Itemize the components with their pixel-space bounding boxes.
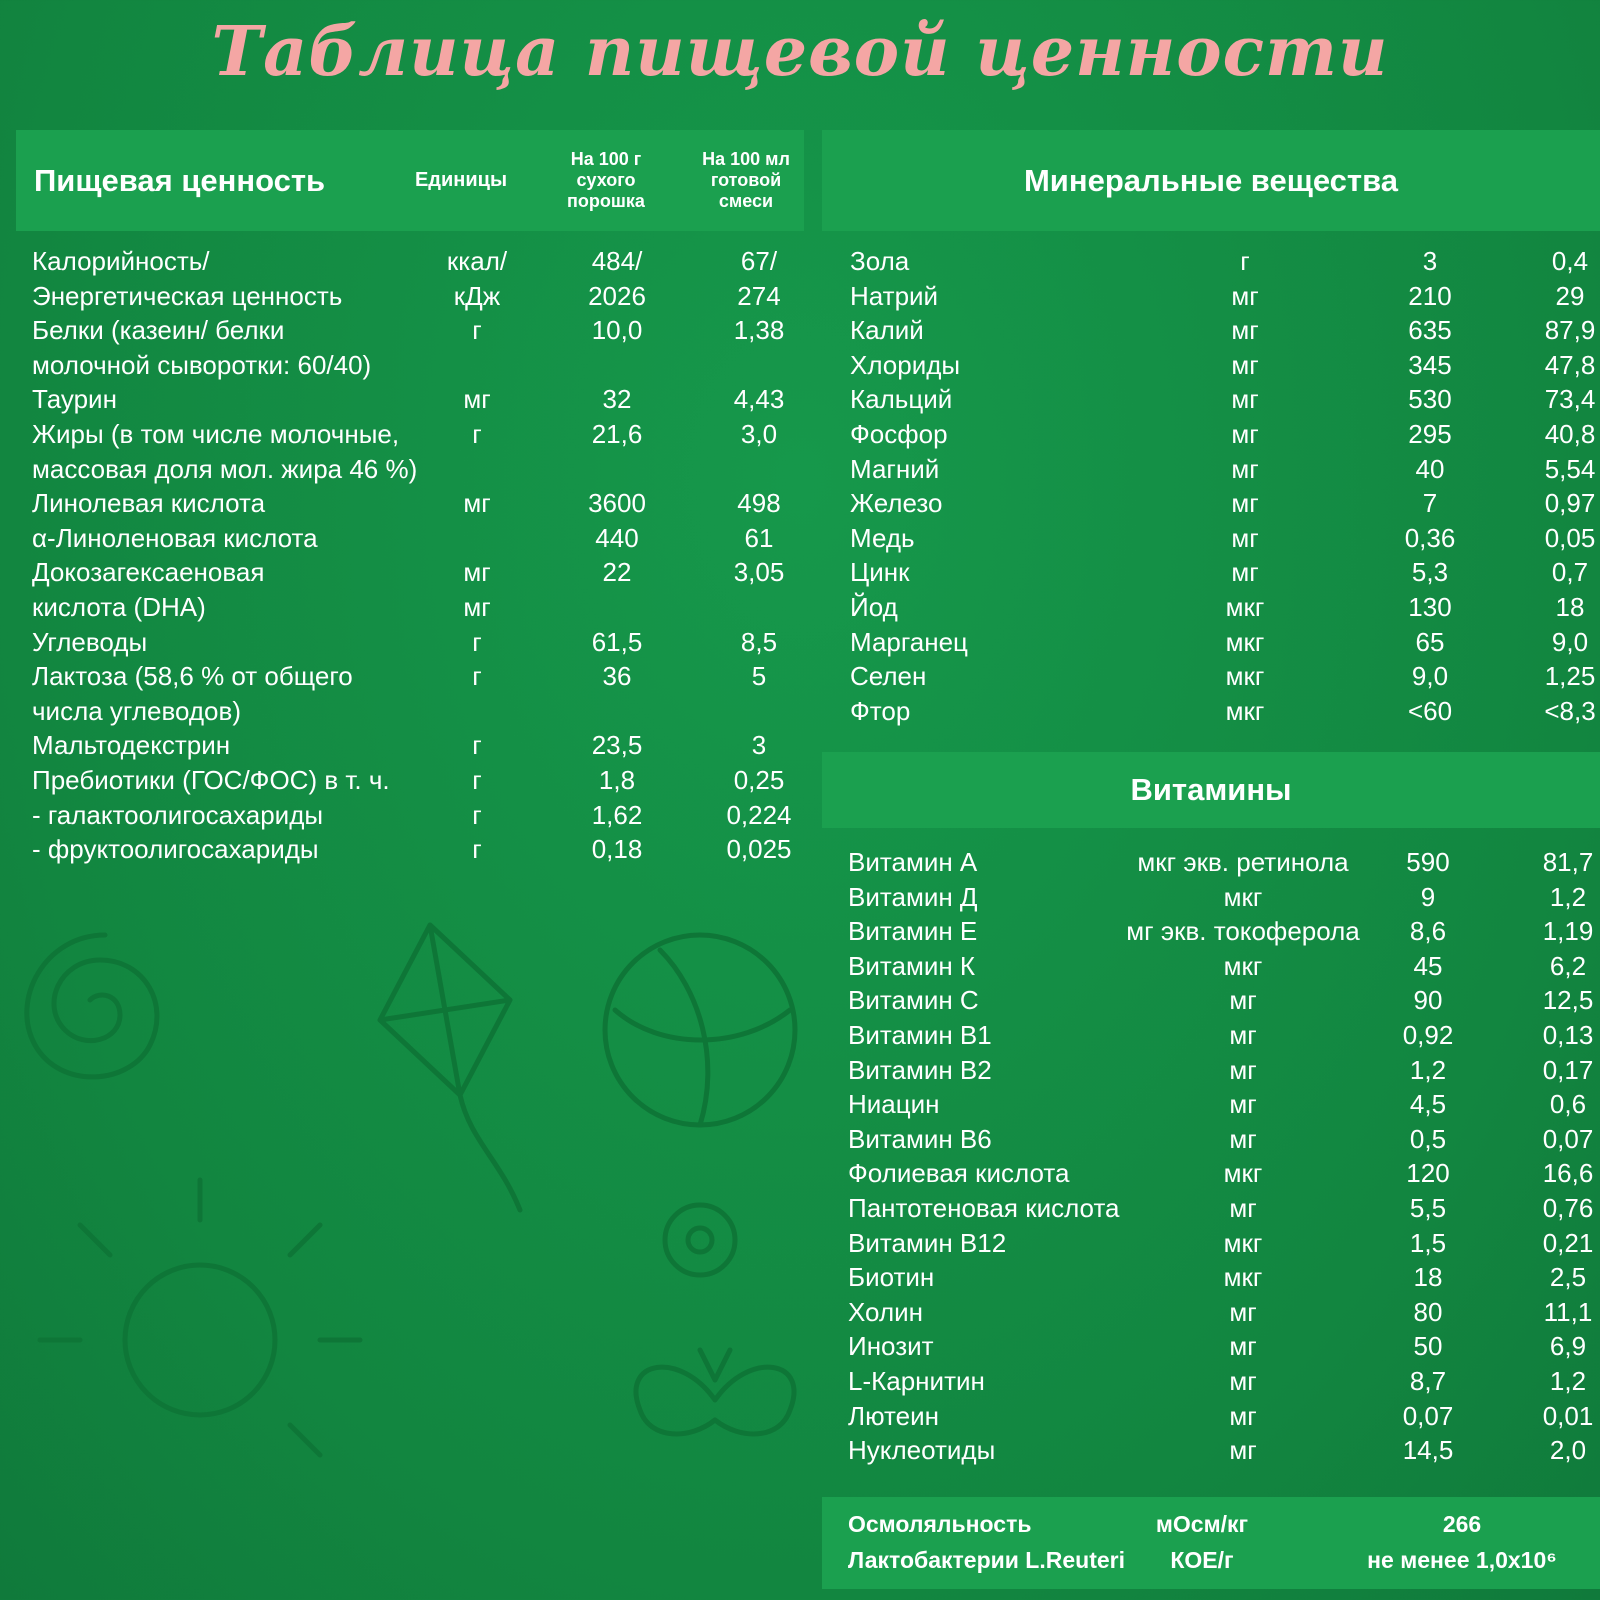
row-name: Йод	[850, 592, 898, 622]
table-row	[32, 625, 822, 660]
row-value-ready: 8,5	[740, 626, 778, 657]
row-name: Докозагексаеновая	[32, 557, 265, 588]
table-row	[32, 279, 822, 314]
row-unit: кДж	[453, 280, 501, 311]
row-name: Пантотеновая кислота	[848, 1193, 1120, 1223]
row-unit: мг	[1231, 453, 1259, 484]
row-value-dry: 90	[1413, 985, 1443, 1016]
row-name: Холин	[848, 1296, 923, 1327]
spiral-doodle-icon	[27, 935, 157, 1077]
row-name: Магний	[850, 453, 940, 484]
table-row	[32, 590, 822, 625]
row-value-dry: 18	[1413, 1262, 1443, 1293]
row-unit: мг	[1229, 985, 1257, 1016]
nutrition-header-col1: На 100 г сухого порошка	[567, 149, 645, 211]
row-value-ready: 67/	[740, 246, 778, 276]
footer-name: Лактобактерии L.Reuteri	[848, 1547, 1125, 1573]
row-value-ready: 0,21	[1542, 1227, 1594, 1258]
row-value-dry: 0,18	[591, 834, 643, 865]
row-value-ready: 0,13	[1542, 1020, 1594, 1050]
nutrition-header	[16, 130, 804, 231]
table-row	[32, 348, 822, 383]
row-value-dry: 5,5	[1409, 1193, 1447, 1223]
row-name: Фтор	[850, 695, 911, 726]
row-value-dry: 0,5	[1409, 1123, 1447, 1154]
table-row	[850, 452, 1600, 487]
row-value-ready: 0,224	[726, 799, 792, 830]
row-value-ready: 0,01	[1542, 1400, 1594, 1431]
row-value-ready: 1,2	[1549, 881, 1587, 912]
table-row	[32, 244, 822, 279]
row-value-dry: 0,36	[1404, 522, 1456, 553]
table-row	[32, 452, 822, 487]
row-name: Хлориды	[850, 349, 961, 380]
row-value-dry: 7	[1422, 488, 1438, 519]
row-name: Лактоза (58,6 % от общего	[32, 661, 353, 692]
row-value-ready: 3,0	[740, 419, 778, 449]
row-value-ready: 4,43	[733, 384, 785, 415]
row-value-dry: 0,92	[1402, 1020, 1454, 1050]
row-value-dry: 80	[1413, 1296, 1443, 1327]
row-value-dry: 345	[1408, 349, 1452, 380]
row-value-dry: 9	[1420, 881, 1436, 912]
row-name: Фолиевая кислота	[848, 1158, 1070, 1189]
row-name: Нуклеотиды	[848, 1435, 996, 1466]
row-value-ready: 1,38	[733, 315, 785, 346]
row-value-dry: 635	[1408, 315, 1452, 346]
row-value-ready: 0,4	[1551, 246, 1589, 276]
row-value-ready: 9,0	[1551, 626, 1589, 657]
footer-row	[822, 1543, 1600, 1578]
row-unit: мг	[1231, 419, 1259, 449]
nutrition-header-col2: На 100 мл готовой смеси	[702, 149, 790, 211]
row-value-dry: 1,8	[598, 765, 636, 795]
row-unit: мг экв. токоферола	[1126, 916, 1360, 947]
table-row	[32, 832, 822, 867]
row-name: - фруктоолигосахариды	[32, 834, 319, 865]
row-value-dry: 14,5	[1402, 1435, 1454, 1466]
row-name: Калорийность/	[32, 246, 210, 276]
footer-value: 266	[1442, 1511, 1482, 1537]
row-value-ready: 6,9	[1549, 1331, 1587, 1362]
row-unit: мг	[1231, 488, 1259, 519]
row-unit: г	[472, 730, 482, 761]
row-unit: мкг	[1223, 1227, 1263, 1258]
row-name: α-Линоленовая кислота	[32, 522, 318, 553]
table-row	[850, 244, 1600, 279]
row-value-ready: 0,17	[1542, 1054, 1594, 1085]
row-name: Витамин Д	[848, 881, 978, 912]
minerals-header	[822, 130, 1600, 231]
row-value-ready: 1,19	[1542, 916, 1594, 947]
row-value-dry: 1,5	[1409, 1227, 1447, 1258]
row-value-ready: 11,1	[1543, 1296, 1593, 1327]
row-name: Энергетическая ценность	[32, 280, 343, 311]
row-value-ready: 5	[751, 661, 767, 692]
table-row	[32, 763, 822, 798]
row-value-dry: 590	[1406, 847, 1450, 877]
row-unit: мг	[1229, 1054, 1257, 1085]
table-row	[850, 417, 1600, 452]
row-value-dry: 10,0	[591, 315, 643, 346]
table-row	[32, 555, 822, 590]
row-value-ready: 6,2	[1549, 950, 1587, 981]
row-value-dry: 210	[1408, 280, 1452, 311]
nutrition-table	[32, 244, 822, 884]
row-unit: мг	[1231, 315, 1259, 346]
row-name: Витамин А	[848, 847, 978, 877]
row-value-ready: 0,025	[726, 834, 792, 865]
table-row	[850, 625, 1600, 660]
row-value-dry: 8,6	[1409, 916, 1447, 947]
row-unit: мкг	[1223, 881, 1263, 912]
table-row	[32, 521, 822, 556]
row-unit: мкг	[1225, 592, 1265, 622]
row-value-ready: 0,25	[733, 765, 785, 795]
row-name: Витамин В12	[848, 1227, 1007, 1258]
row-unit: мкг	[1225, 661, 1265, 692]
minerals-table	[850, 244, 1600, 744]
row-value-dry: 3600	[588, 488, 646, 519]
row-unit: мг	[1229, 1366, 1257, 1396]
row-name: Калий	[850, 315, 924, 346]
table-row	[848, 914, 1600, 949]
row-name: Витамин С	[848, 985, 979, 1016]
table-row	[32, 382, 822, 417]
row-name: Инозит	[848, 1331, 934, 1362]
row-unit: мг	[1229, 1193, 1257, 1223]
row-value-dry: <60	[1407, 695, 1453, 726]
row-value-ready: 1,2	[1549, 1366, 1587, 1396]
row-name: Мальтодекстрин	[32, 730, 231, 761]
row-value-ready: 0,6	[1549, 1089, 1587, 1120]
row-value-dry: 65	[1415, 626, 1445, 657]
row-unit: мг	[463, 384, 491, 415]
row-name: Зола	[850, 246, 910, 276]
row-value-ready: 5,54	[1544, 453, 1596, 484]
table-row	[850, 279, 1600, 314]
row-value-dry: 21,6	[591, 419, 643, 449]
row-unit: мг	[463, 488, 491, 519]
row-unit: мг	[1229, 1123, 1257, 1154]
vitamins-header	[822, 752, 1600, 828]
row-value-ready: 29	[1555, 280, 1585, 311]
table-row	[850, 313, 1600, 348]
row-unit: мкг	[1223, 1158, 1263, 1189]
row-name: Кальций	[850, 384, 953, 415]
row-unit: г	[472, 661, 482, 692]
row-value-ready: 0,97	[1544, 488, 1596, 519]
row-name: Цинк	[850, 557, 910, 588]
flower-doodle-icon	[665, 1205, 735, 1275]
row-unit: мкг	[1223, 950, 1263, 981]
row-value-dry: 0,07	[1402, 1400, 1454, 1431]
row-name: молочной сыворотки: 60/40)	[32, 349, 372, 380]
table-row	[850, 659, 1600, 694]
table-row	[32, 728, 822, 763]
table-row	[848, 983, 1600, 1018]
row-name: Пребиотики (ГОС/ФОС) в т. ч.	[32, 765, 390, 795]
row-value-ready: 0,05	[1544, 522, 1596, 553]
row-value-ready: 3,05	[733, 557, 785, 588]
row-value-ready: 40,8	[1544, 419, 1596, 449]
table-row	[850, 486, 1600, 521]
table-row	[850, 382, 1600, 417]
table-row	[850, 521, 1600, 556]
table-row	[848, 1018, 1600, 1053]
table-row	[848, 1364, 1600, 1399]
row-value-ready: 0,7	[1551, 557, 1589, 588]
row-value-dry: 1,2	[1409, 1054, 1447, 1085]
row-unit: г	[472, 799, 482, 830]
table-row	[848, 1226, 1600, 1261]
row-name: Витамин В1	[848, 1020, 992, 1050]
row-value-dry: 130	[1408, 592, 1452, 622]
kite-doodle-icon	[380, 925, 520, 1210]
row-unit: мг	[1231, 384, 1259, 415]
row-value-ready: 61	[744, 522, 774, 553]
footer-value: не менее 1,0x10⁶	[1367, 1547, 1557, 1573]
row-unit: мг	[1229, 1296, 1257, 1327]
table-row	[848, 1053, 1600, 1088]
row-unit: г	[472, 315, 482, 346]
row-value-dry: 8,7	[1409, 1366, 1447, 1396]
table-row	[848, 1295, 1600, 1330]
row-value-dry: 22	[602, 557, 632, 588]
row-name: Витамин К	[848, 950, 976, 981]
row-unit: г	[472, 765, 482, 795]
row-name: Витамин Е	[848, 916, 978, 947]
row-value-dry: 440	[595, 522, 639, 553]
row-name: Железо	[850, 488, 943, 519]
row-value-ready: 47,8	[1544, 349, 1596, 380]
row-name: Витамин В6	[848, 1123, 992, 1154]
vitamins-table	[848, 845, 1600, 1485]
row-unit: мг	[1229, 1400, 1257, 1431]
row-value-ready: 3	[751, 730, 767, 761]
table-row	[32, 659, 822, 694]
row-value-ready: 2,5	[1549, 1262, 1587, 1293]
row-unit: г	[472, 419, 482, 449]
row-unit: мкг	[1225, 695, 1265, 726]
row-name: Витамин В2	[848, 1054, 992, 1085]
row-unit: мкг	[1225, 626, 1265, 657]
row-name: Лютеин	[848, 1400, 939, 1431]
table-row	[848, 1260, 1600, 1295]
table-row	[850, 590, 1600, 625]
row-unit: ккал/	[446, 246, 508, 276]
table-row	[850, 694, 1600, 729]
row-value-ready: 18	[1555, 592, 1585, 622]
row-unit: мг	[463, 592, 491, 622]
nutrition-header-unit: Единицы	[414, 169, 508, 191]
row-value-dry: 2026	[588, 280, 646, 311]
row-value-ready: 81,7	[1542, 847, 1594, 877]
row-value-ready: 0,76	[1542, 1193, 1594, 1223]
vitamins-header-label: Витамины	[1130, 772, 1292, 807]
row-value-dry: 23,5	[591, 730, 643, 761]
row-value-ready: 274	[737, 280, 781, 311]
footer-band	[822, 1497, 1600, 1589]
row-unit: мг	[1229, 1435, 1257, 1466]
row-value-ready: <8,3	[1544, 695, 1596, 726]
row-name: Линолевая кислота	[32, 488, 266, 519]
row-value-dry: 5,3	[1411, 557, 1449, 588]
table-row	[848, 1433, 1600, 1468]
minerals-header-label: Минеральные вещества	[1023, 162, 1398, 198]
table-row	[848, 1329, 1600, 1364]
row-value-dry: 4,5	[1409, 1089, 1447, 1120]
row-unit: мкг экв. ретинола	[1137, 847, 1349, 877]
row-name: Таурин	[32, 384, 117, 415]
decorative-doodles	[0, 880, 820, 1600]
row-value-dry: 3	[1422, 246, 1438, 276]
row-value-dry: 9,0	[1411, 661, 1449, 692]
row-value-ready: 1,25	[1544, 661, 1596, 692]
row-value-dry: 40	[1415, 453, 1445, 484]
row-name: кислота (DHA)	[32, 592, 206, 622]
row-value-ready: 0,07	[1542, 1123, 1594, 1154]
row-value-dry: 36	[602, 661, 632, 692]
row-name: Жиры (в том числе молочные,	[32, 419, 400, 449]
row-name: - галактоолигосахариды	[32, 799, 324, 830]
row-value-dry: 45	[1413, 950, 1443, 981]
row-name: Медь	[850, 522, 915, 553]
table-row	[848, 1156, 1600, 1191]
row-name: Ниацин	[848, 1089, 940, 1120]
row-unit: мг	[1229, 1331, 1257, 1362]
row-name: Марганец	[850, 626, 968, 657]
row-unit: мг	[463, 557, 491, 588]
row-value-dry: 530	[1408, 384, 1452, 415]
row-value-dry: 61,5	[591, 626, 643, 657]
table-row	[850, 348, 1600, 383]
row-value-dry: 484/	[591, 246, 643, 276]
footer-unit: КОЕ/г	[1170, 1547, 1234, 1573]
row-value-dry: 32	[602, 384, 632, 415]
sun-doodle-icon	[40, 1180, 360, 1455]
table-row	[848, 1191, 1600, 1226]
row-unit: г	[1240, 246, 1250, 276]
table-row	[848, 949, 1600, 984]
table-row	[850, 555, 1600, 590]
row-unit: мг	[1231, 522, 1259, 553]
row-value-dry: 295	[1408, 419, 1452, 449]
ball-doodle-icon	[605, 935, 795, 1125]
row-value-ready: 12,5	[1542, 985, 1594, 1016]
row-unit: мг	[1229, 1020, 1257, 1050]
row-name: Фосфор	[850, 419, 948, 449]
row-value-dry: 120	[1406, 1158, 1450, 1189]
row-value-dry: 50	[1413, 1331, 1443, 1362]
row-unit: г	[472, 626, 482, 657]
footer-row	[822, 1507, 1600, 1542]
footer-unit: мОсм/кг	[1155, 1511, 1249, 1537]
table-row	[32, 417, 822, 452]
row-name: Белки (казеин/ белки	[32, 315, 285, 346]
row-name: Селен	[850, 661, 927, 692]
table-row	[848, 845, 1600, 880]
nutrition-header-name: Пищевая ценность	[34, 162, 326, 198]
row-unit: мг	[1229, 1089, 1257, 1120]
row-unit: мг	[1231, 280, 1259, 311]
row-value-ready: 498	[737, 488, 781, 519]
row-value-ready: 2,0	[1549, 1435, 1587, 1466]
row-unit: г	[472, 834, 482, 865]
row-value-dry: 1,62	[591, 799, 643, 830]
row-value-ready: 16,6	[1542, 1158, 1594, 1189]
row-name: Натрий	[850, 280, 939, 311]
table-row	[32, 798, 822, 833]
butterfly-doodle-icon	[636, 1350, 794, 1434]
footer-table	[822, 1507, 1600, 1587]
table-row	[848, 880, 1600, 915]
table-row	[848, 1399, 1600, 1434]
table-row	[32, 694, 822, 729]
row-name: Биотин	[848, 1262, 935, 1293]
row-unit: мкг	[1223, 1262, 1263, 1293]
row-value-ready: 87,9	[1544, 315, 1596, 346]
footer-name: Осмоляльность	[848, 1511, 1032, 1537]
row-value-ready: 73,4	[1544, 384, 1596, 415]
row-name: L-Карнитин	[848, 1366, 985, 1396]
page-title: Таблица пищевой ценности	[211, 12, 1389, 92]
row-name: числа углеводов)	[32, 695, 241, 726]
table-row	[32, 313, 822, 348]
row-name: Углеводы	[32, 626, 148, 657]
row-unit: мг	[1231, 349, 1259, 380]
row-name: массовая доля мол. жира 46 %)	[32, 453, 418, 484]
table-row	[848, 1087, 1600, 1122]
row-unit: мг	[1231, 557, 1259, 588]
table-row	[848, 1122, 1600, 1157]
table-row	[32, 486, 822, 521]
